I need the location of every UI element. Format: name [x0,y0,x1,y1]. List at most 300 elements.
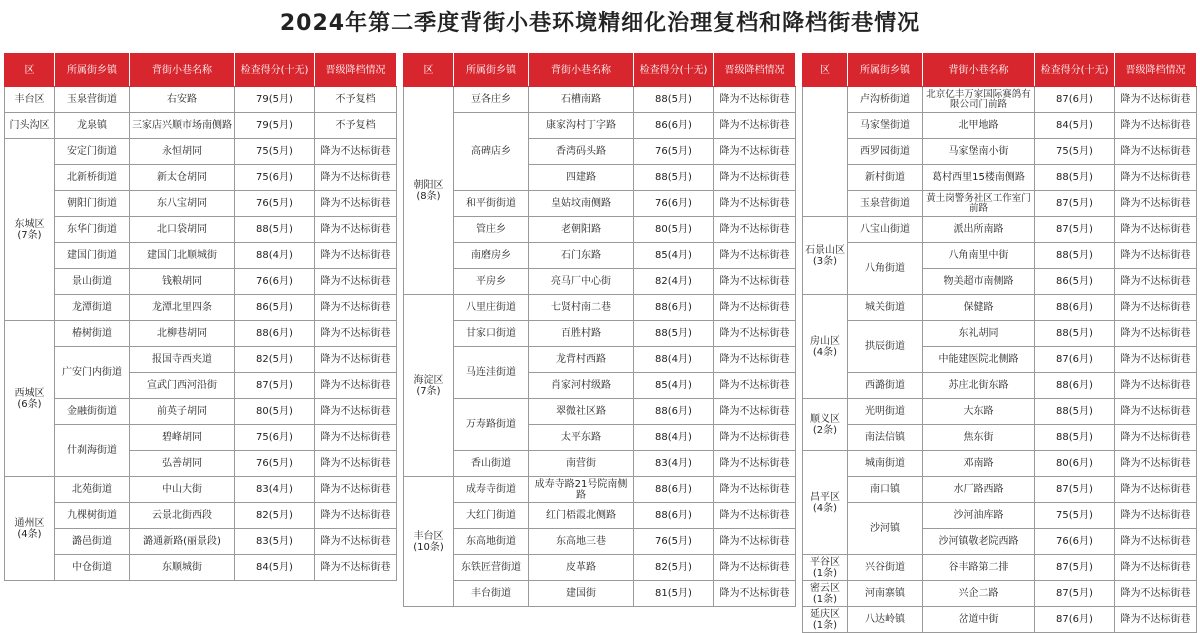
district-cell: 西城区 (6条) [5,321,55,477]
district-cell: 丰台区 (10条) [404,477,454,607]
score-cell: 83(5月) [235,529,315,555]
district-cell: 平谷区 (1条) [803,555,848,581]
table-3 [802,53,1197,633]
score-cell: 75(5月) [235,139,315,165]
panel-1 [4,53,397,581]
town-cell: 西罗园街道 [848,139,923,165]
status-cell: 降为不达标街巷 [1115,139,1197,165]
status-cell: 降为不达标街巷 [315,269,397,295]
status-cell: 降为不达标街巷 [1115,269,1197,295]
town-cell: 马连洼街道 [454,347,529,399]
street-cell: 中能建医院北侧路 [923,347,1035,373]
street-cell: 老朝阳路 [529,217,634,243]
street-cell: 东八宝胡同 [130,191,235,217]
town-cell: 管庄乡 [454,217,529,243]
table-row [404,555,796,581]
score-cell: 76(5月) [634,139,714,165]
table-row [404,399,796,425]
status-cell: 降为不达标街巷 [1115,243,1197,269]
status-cell: 降为不达标街巷 [315,347,397,373]
score-cell: 75(5月) [1035,139,1115,165]
town-cell: 龙泉镇 [55,113,130,139]
street-cell: 红门梧霞北侧路 [529,503,634,529]
status-cell: 降为不达标街巷 [315,555,397,581]
status-cell: 降为不达标街巷 [714,139,796,165]
header-score: 检查得分(十无) [235,54,315,87]
town-cell: 景山街道 [55,269,130,295]
header-street: 背街小巷名称 [529,54,634,87]
status-cell: 降为不达标街巷 [714,425,796,451]
header-district: 区 [803,54,848,87]
town-cell: 潞邑街道 [55,529,130,555]
table-row [404,503,796,529]
town-cell: 金融街街道 [55,399,130,425]
score-cell: 82(5月) [634,555,714,581]
score-cell: 88(6月) [634,503,714,529]
district-cell: 海淀区 (7条) [404,295,454,477]
table-row [803,165,1197,191]
table-row [404,347,796,373]
header-status: 晋级降档情况 [1115,54,1197,87]
street-cell: 邓南路 [923,451,1035,477]
town-cell: 八宝山街道 [848,217,923,243]
table-row [803,321,1197,347]
header-row [5,54,397,87]
town-cell: 兴谷街道 [848,555,923,581]
table-row [803,217,1197,243]
status-cell: 降为不达标街巷 [315,477,397,503]
header-district: 区 [5,54,55,87]
score-cell: 88(6月) [1035,295,1115,321]
table-row [5,347,397,373]
street-cell: 八角南里中街 [923,243,1035,269]
street-cell: 肖家河村级路 [529,373,634,399]
status-cell: 降为不达标街巷 [1115,581,1197,607]
score-cell: 87(5月) [1035,191,1115,217]
score-cell: 76(6月) [235,269,315,295]
score-cell: 88(4月) [235,243,315,269]
street-cell: 翠微社区路 [529,399,634,425]
street-cell: 马家堡南小街 [923,139,1035,165]
town-cell: 八里庄街道 [454,295,529,321]
score-cell: 88(5月) [1035,399,1115,425]
town-cell: 和平街街道 [454,191,529,217]
table-row [404,113,796,139]
score-cell: 75(6月) [235,165,315,191]
status-cell: 降为不达标街巷 [1115,607,1197,633]
town-cell: 甘家口街道 [454,321,529,347]
score-cell: 75(5月) [1035,503,1115,529]
score-cell: 84(5月) [1035,113,1115,139]
table-2 [403,53,796,607]
town-cell: 龙潭街道 [55,295,130,321]
table-row [404,529,796,555]
score-cell: 88(6月) [634,477,714,503]
street-cell: 派出所南路 [923,217,1035,243]
score-cell: 88(6月) [634,295,714,321]
district-cell: 延庆区 (1条) [803,607,848,633]
town-cell: 大红门街道 [454,503,529,529]
table-row [803,373,1197,399]
score-cell: 76(6月) [634,191,714,217]
score-cell: 88(5月) [634,165,714,191]
score-cell: 84(5月) [235,555,315,581]
table-row [803,451,1197,477]
status-cell: 降为不达标街巷 [714,113,796,139]
town-cell: 北新桥街道 [55,165,130,191]
score-cell: 80(5月) [634,217,714,243]
status-cell: 降为不达标街巷 [315,295,397,321]
table-row [5,139,397,165]
status-cell: 降为不达标街巷 [315,399,397,425]
score-cell: 83(4月) [235,477,315,503]
status-cell: 降为不达标街巷 [315,243,397,269]
street-cell: 大东路 [923,399,1035,425]
street-cell: 太平东路 [529,425,634,451]
street-cell: 兴企二路 [923,581,1035,607]
street-cell: 沙河镇敬老院西路 [923,529,1035,555]
town-cell: 万寿路街道 [454,399,529,451]
header-town: 所属街乡镇 [55,54,130,87]
town-cell: 北苑街道 [55,477,130,503]
status-cell: 降为不达标街巷 [315,165,397,191]
town-cell: 玉泉营街道 [55,87,130,113]
street-cell: 黄土岗警务社区工作室门前路 [923,191,1035,217]
street-cell: 三家店兴顺市场南侧路 [130,113,235,139]
header-street: 背街小巷名称 [130,54,235,87]
status-cell: 降为不达标街巷 [714,269,796,295]
street-cell: 建国街 [529,581,634,607]
street-cell: 百胜村路 [529,321,634,347]
score-cell: 87(6月) [1035,87,1115,113]
district-cell: 昌平区 (4条) [803,451,848,555]
status-cell: 降为不达标街巷 [1115,165,1197,191]
street-cell: 南营街 [529,451,634,477]
header-district: 区 [404,54,454,87]
table-row [5,425,397,451]
score-cell: 76(5月) [634,529,714,555]
town-cell: 沙河镇 [848,503,923,555]
district-cell: 顺义区 (2条) [803,399,848,451]
table-row [5,529,397,555]
street-cell: 北口袋胡同 [130,217,235,243]
score-cell: 87(6月) [1035,347,1115,373]
table-row [5,399,397,425]
table-row [803,87,1197,113]
table-row [404,191,796,217]
status-cell: 降为不达标街巷 [315,425,397,451]
status-cell: 降为不达标街巷 [714,399,796,425]
status-cell: 降为不达标街巷 [1115,217,1197,243]
town-cell: 城关街道 [848,295,923,321]
town-cell: 建国门街道 [55,243,130,269]
table-row [5,269,397,295]
score-cell: 75(6月) [235,425,315,451]
street-cell: 钱粮胡同 [130,269,235,295]
status-cell: 降为不达标街巷 [714,321,796,347]
header-town: 所属街乡镇 [848,54,923,87]
score-cell: 86(5月) [235,295,315,321]
street-cell: 右安路 [130,87,235,113]
town-cell: 马家堡街道 [848,113,923,139]
street-cell: 龙潭北里四条 [130,295,235,321]
street-cell: 石门东路 [529,243,634,269]
score-cell: 82(5月) [235,503,315,529]
town-cell: 豆各庄乡 [454,87,529,113]
score-cell: 85(4月) [634,373,714,399]
street-cell: 苏庄北街东路 [923,373,1035,399]
status-cell: 降为不达标街巷 [714,581,796,607]
status-cell: 降为不达标街巷 [714,555,796,581]
status-cell: 降为不达标街巷 [1115,113,1197,139]
score-cell: 87(5月) [235,373,315,399]
town-cell: 九棵树街道 [55,503,130,529]
score-cell: 88(5月) [235,217,315,243]
score-cell: 79(5月) [235,113,315,139]
town-cell: 光明街道 [848,399,923,425]
status-cell: 降为不达标街巷 [1115,347,1197,373]
status-cell: 降为不达标街巷 [1115,503,1197,529]
town-cell: 南法信镇 [848,425,923,451]
town-cell: 八角街道 [848,243,923,295]
street-cell: 中山大街 [130,477,235,503]
district-cell: 门头沟区 [5,113,55,139]
status-cell: 降为不达标街巷 [714,295,796,321]
status-cell: 降为不达标街巷 [714,243,796,269]
table-row [5,87,397,113]
status-cell: 降为不达标街巷 [315,373,397,399]
status-cell: 降为不达标街巷 [1115,451,1197,477]
town-cell: 中仓街道 [55,555,130,581]
table-row [404,269,796,295]
town-cell: 广安门内街道 [55,347,130,399]
panel-3 [802,53,1197,633]
street-cell: 成寿寺路21号院南侧路 [529,477,634,503]
table-row [5,191,397,217]
score-cell: 76(5月) [235,191,315,217]
score-cell: 82(5月) [235,347,315,373]
district-cell [803,87,848,217]
table-row [5,477,397,503]
score-cell: 88(5月) [1035,165,1115,191]
town-cell: 卢沟桥街道 [848,87,923,113]
table-row [803,399,1197,425]
score-cell: 87(5月) [1035,477,1115,503]
table-row [803,607,1197,633]
street-cell: 亮马厂中心街 [529,269,634,295]
status-cell: 不予复档 [315,113,397,139]
status-cell: 降为不达标街巷 [714,451,796,477]
score-cell: 88(5月) [1035,243,1115,269]
town-cell: 玉泉营街道 [848,191,923,217]
header-row [404,54,796,87]
status-cell: 降为不达标街巷 [1115,87,1197,113]
district-cell: 朝阳区 (8条) [404,87,454,295]
town-cell: 高碑店乡 [454,113,529,191]
table-row [404,295,796,321]
table-row [404,87,796,113]
status-cell: 降为不达标街巷 [714,477,796,503]
town-cell: 平房乡 [454,269,529,295]
status-cell: 降为不达标街巷 [714,87,796,113]
street-cell: 新太仓胡同 [130,165,235,191]
street-cell: 弘善胡同 [130,451,235,477]
status-cell: 降为不达标街巷 [1115,191,1197,217]
street-cell: 康家沟村丁字路 [529,113,634,139]
score-cell: 87(6月) [1035,607,1115,633]
status-cell: 降为不达标街巷 [714,373,796,399]
status-cell: 降为不达标街巷 [1115,529,1197,555]
score-cell: 86(6月) [634,113,714,139]
table-row [803,477,1197,503]
street-cell: 皮革路 [529,555,634,581]
status-cell: 降为不达标街巷 [1115,425,1197,451]
status-cell: 降为不达标街巷 [714,529,796,555]
panel-2 [403,53,796,607]
score-cell: 83(4月) [634,451,714,477]
table-row [803,139,1197,165]
town-cell: 成寿寺街道 [454,477,529,503]
status-cell: 降为不达标街巷 [1115,477,1197,503]
table-row [5,217,397,243]
table-row [404,243,796,269]
street-cell: 碧峰胡同 [130,425,235,451]
score-cell: 88(5月) [1035,425,1115,451]
town-cell: 什刹海街道 [55,425,130,477]
table-row [404,217,796,243]
street-cell: 焦东街 [923,425,1035,451]
street-cell: 葛村西里15楼南侧路 [923,165,1035,191]
town-cell: 朝阳门街道 [55,191,130,217]
street-cell: 龙背村西路 [529,347,634,373]
score-cell: 88(5月) [1035,321,1115,347]
table-row [803,503,1197,529]
street-cell: 宣武门西河沿街 [130,373,235,399]
district-cell: 房山区 (4条) [803,295,848,399]
street-cell: 东顺城街 [130,555,235,581]
status-cell: 降为不达标街巷 [1115,321,1197,347]
table-row [404,477,796,503]
status-cell: 降为不达标街巷 [1115,399,1197,425]
status-cell: 降为不达标街巷 [714,217,796,243]
table-row [5,555,397,581]
score-cell: 80(5月) [235,399,315,425]
street-cell: 水厂路西路 [923,477,1035,503]
table-row [803,243,1197,269]
street-cell: 报国寺西夹道 [130,347,235,373]
street-cell: 东高地三巷 [529,529,634,555]
street-cell: 建国门北顺城街 [130,243,235,269]
district-cell: 石景山区 (3条) [803,217,848,295]
street-cell: 潞通新路(丽景段) [130,529,235,555]
score-cell: 86(5月) [1035,269,1115,295]
street-cell: 北甲地路 [923,113,1035,139]
table-row [803,295,1197,321]
table-row [5,243,397,269]
page-title: 2024年第二季度背街小巷环境精细化治理复档和降档街巷情况 [279,11,921,36]
town-cell: 东华门街道 [55,217,130,243]
town-cell: 新村街道 [848,165,923,191]
street-cell: 香湾码头路 [529,139,634,165]
district-cell: 丰台区 [5,87,55,113]
status-cell: 降为不达标街巷 [714,165,796,191]
street-cell: 物美超市南侧路 [923,269,1035,295]
score-cell: 87(5月) [1035,217,1115,243]
table-row [5,321,397,347]
street-cell: 保健路 [923,295,1035,321]
score-cell: 87(5月) [1035,581,1115,607]
town-cell: 丰台街道 [454,581,529,607]
status-cell: 降为不达标街巷 [315,451,397,477]
street-cell: 东礼胡同 [923,321,1035,347]
street-cell: 北柳巷胡同 [130,321,235,347]
status-cell: 降为不达标街巷 [315,321,397,347]
score-cell: 88(4月) [634,347,714,373]
score-cell: 80(6月) [1035,451,1115,477]
table-row [404,321,796,347]
table-row [803,555,1197,581]
score-cell: 85(4月) [634,243,714,269]
score-cell: 88(5月) [634,321,714,347]
table-row [5,113,397,139]
score-cell: 88(5月) [634,87,714,113]
status-cell: 降为不达标街巷 [714,347,796,373]
score-cell: 76(5月) [235,451,315,477]
street-cell: 北京亿丰万家国际赛鸽有限公司门前路 [923,87,1035,113]
table-1 [4,53,397,581]
street-cell: 前英子胡同 [130,399,235,425]
status-cell: 降为不达标街巷 [315,191,397,217]
status-cell: 降为不达标街巷 [1115,555,1197,581]
street-cell: 云景北街西段 [130,503,235,529]
status-cell: 降为不达标街巷 [1115,295,1197,321]
header-score: 检查得分(十无) [634,54,714,87]
status-cell: 降为不达标街巷 [315,529,397,555]
score-cell: 82(4月) [634,269,714,295]
town-cell: 南口镇 [848,477,923,503]
score-cell: 81(5月) [634,581,714,607]
status-cell: 降为不达标街巷 [714,503,796,529]
town-cell: 东高地街道 [454,529,529,555]
town-cell: 河南寨镇 [848,581,923,607]
status-cell: 降为不达标街巷 [315,503,397,529]
header-status: 晋级降档情况 [714,54,796,87]
street-cell: 七贤村南二巷 [529,295,634,321]
header-street: 背街小巷名称 [923,54,1035,87]
district-cell: 东城区 (7条) [5,139,55,321]
score-cell: 88(6月) [1035,373,1115,399]
score-cell: 88(4月) [634,425,714,451]
status-cell: 降为不达标街巷 [315,139,397,165]
town-cell: 城南街道 [848,451,923,477]
town-cell: 椿树街道 [55,321,130,347]
table-row [5,503,397,529]
street-cell: 皇姑坟南侧路 [529,191,634,217]
district-cell: 通州区 (4条) [5,477,55,581]
street-cell: 谷丰路第二排 [923,555,1035,581]
score-cell: 87(5月) [1035,555,1115,581]
status-cell: 降为不达标街巷 [714,191,796,217]
status-cell: 降为不达标街巷 [315,217,397,243]
table-row [5,295,397,321]
status-cell: 降为不达标街巷 [1115,373,1197,399]
table-row [803,191,1197,217]
town-cell: 南磨房乡 [454,243,529,269]
town-cell: 香山街道 [454,451,529,477]
header-score: 检查得分(十无) [1035,54,1115,87]
town-cell: 安定门街道 [55,139,130,165]
street-cell: 沙河油库路 [923,503,1035,529]
